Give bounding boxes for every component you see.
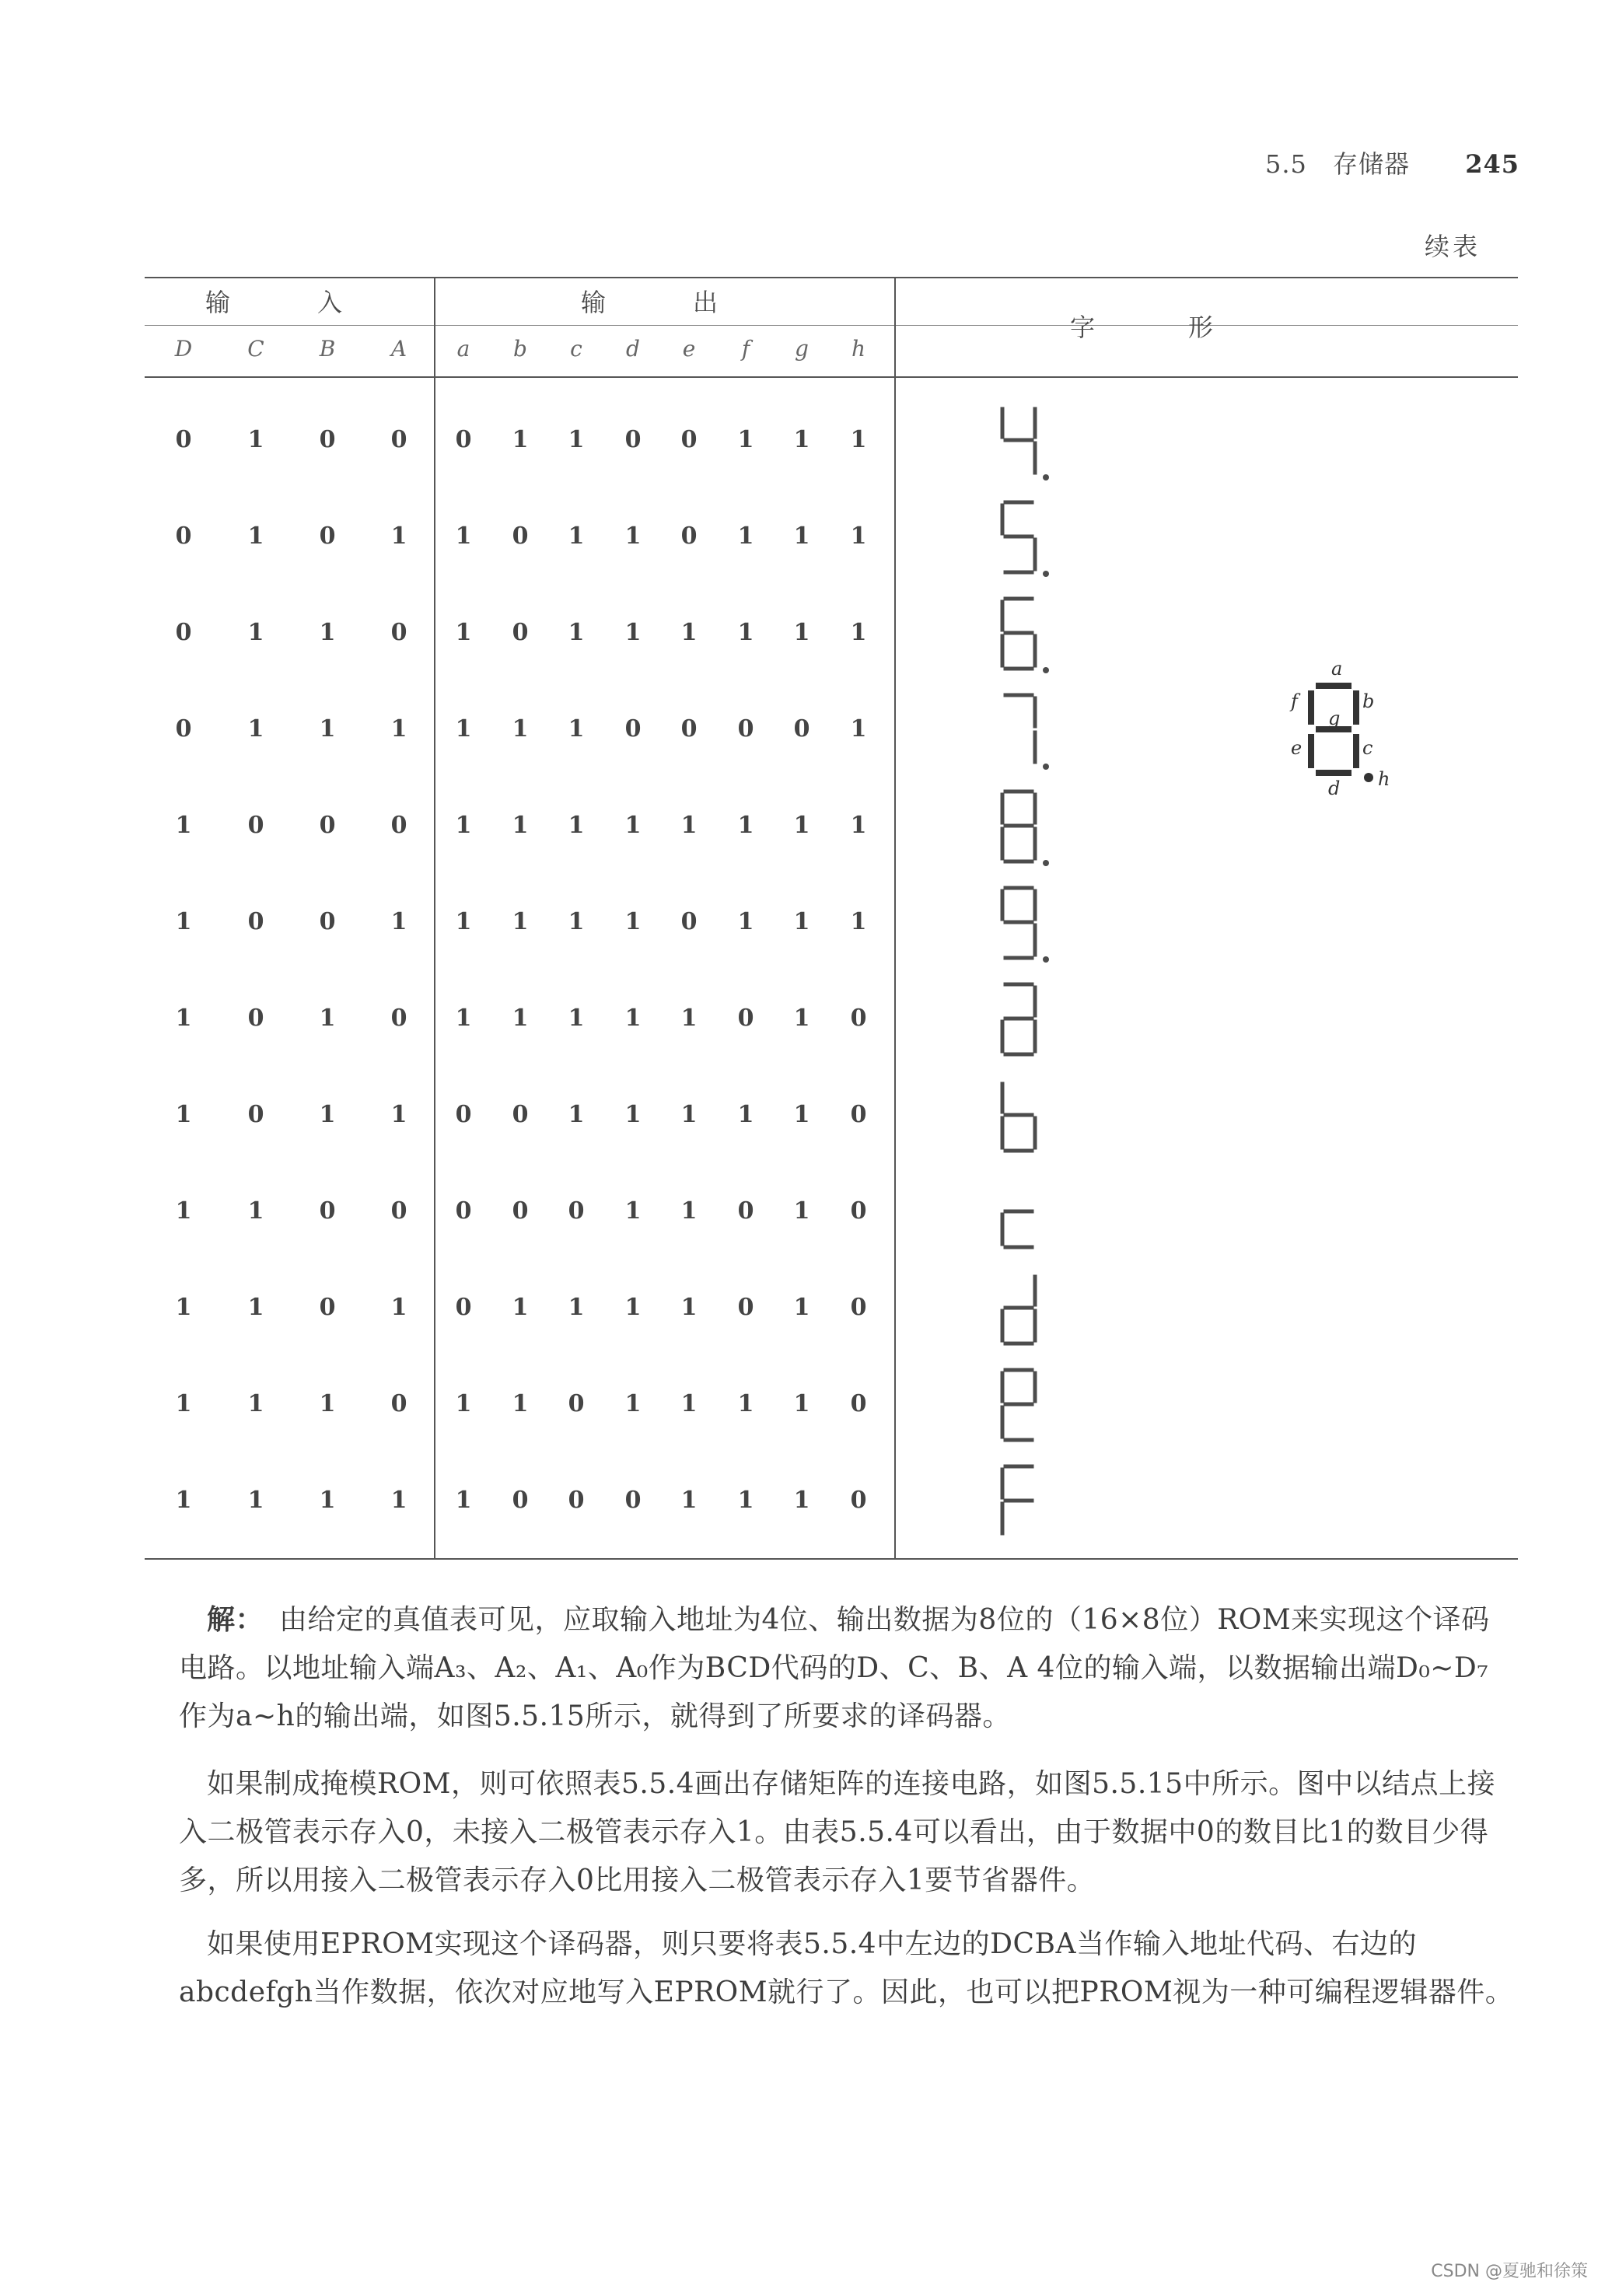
- input-group-header: 输 入: [205, 288, 373, 317]
- segment-h: [1043, 667, 1049, 673]
- cell-output-b: 0: [512, 619, 529, 646]
- cell-input-A: 1: [390, 1294, 407, 1321]
- cell-input-D: 1: [175, 812, 192, 839]
- table-row: [145, 1261, 1518, 1358]
- cell-input-B: 0: [319, 1294, 336, 1321]
- cell-input-B: 1: [319, 619, 336, 646]
- legend-label-b: b: [1362, 690, 1375, 712]
- cell-input-C: 1: [247, 522, 264, 550]
- page-header: [1265, 145, 1519, 180]
- cell-input-C: 1: [247, 619, 264, 646]
- table-row: [145, 393, 1518, 490]
- cell-input-C: 0: [247, 812, 264, 839]
- cell-input-B: 0: [319, 522, 336, 550]
- cell-output-b: 0: [512, 1197, 529, 1225]
- cell-input-B: 0: [319, 812, 336, 839]
- cell-output-h: 0: [850, 1005, 867, 1032]
- legend-label-e: e: [1291, 737, 1303, 759]
- cell-output-f: 0: [737, 1197, 754, 1225]
- cell-output-f: 1: [737, 1390, 754, 1417]
- cell-output-h: 1: [850, 715, 867, 743]
- cell-output-e: 1: [680, 1005, 698, 1032]
- cell-output-e: 1: [680, 812, 698, 839]
- cell-output-c: 0: [568, 1390, 585, 1417]
- cell-output-h: 0: [850, 1101, 867, 1128]
- legend-label-f: f: [1291, 690, 1298, 712]
- cell-input-B: 1: [319, 1487, 336, 1514]
- cell-output-c: 0: [568, 1487, 585, 1514]
- cell-output-f: 1: [737, 522, 754, 550]
- cell-output-a: 0: [455, 1294, 472, 1321]
- cell-output-e: 0: [680, 715, 698, 743]
- paragraph-eprom: 如果使用EPROM实现这个译码器，则只要将表5.5.4中左边的DCBA当作输入地址代码、右边的abcdefgh当作数据，依次对应地写入EPROM就行了。因此，也可以把PROM视为一种可编程逻辑器件。: [179, 1928, 1514, 2008]
- cell-input-D: 1: [175, 1101, 192, 1128]
- cell-output-a: 0: [455, 1101, 472, 1128]
- table-top-rule: [145, 277, 1518, 278]
- cell-output-h: 0: [850, 1294, 867, 1321]
- table-header-rule: [145, 376, 1518, 378]
- glyph-8-icon: [996, 787, 1058, 872]
- cell-output-h: 1: [850, 426, 867, 453]
- cell-output-g: 1: [793, 1005, 810, 1032]
- table-row: [145, 972, 1518, 1068]
- cell-output-g: 1: [793, 1294, 810, 1321]
- seven-segment-legend-icon: [1264, 658, 1420, 813]
- glyph-F-icon: [996, 1462, 1058, 1547]
- cell-output-b: 0: [512, 1101, 529, 1128]
- table-row: [145, 875, 1518, 972]
- cell-input-A: 0: [390, 426, 407, 453]
- cell-input-A: 1: [390, 715, 407, 743]
- cell-output-b: 1: [512, 812, 529, 839]
- cell-output-f: 0: [737, 715, 754, 743]
- cell-output-b: 1: [512, 715, 529, 743]
- cell-input-C: 1: [247, 1390, 264, 1417]
- solution-label: 解：: [207, 1603, 264, 1636]
- glyph-5-icon: [996, 498, 1058, 583]
- cell-output-a: 1: [455, 1487, 472, 1514]
- cell-output-c: 1: [568, 1294, 585, 1321]
- cell-input-D: 1: [175, 908, 192, 935]
- cell-output-d: 1: [624, 1390, 642, 1417]
- glyph-6-icon: [996, 594, 1058, 680]
- cell-output-f: 1: [737, 619, 754, 646]
- cell-input-C: 0: [247, 908, 264, 935]
- cell-output-e: 1: [680, 1390, 698, 1417]
- cell-input-B: 1: [319, 1101, 336, 1128]
- cell-input-C: 1: [247, 1197, 264, 1225]
- cell-output-g: 1: [793, 619, 810, 646]
- cell-output-h: 1: [850, 522, 867, 550]
- column-header-f: f: [741, 336, 750, 362]
- cell-output-h: 1: [850, 812, 867, 839]
- continued-label: 续表: [1424, 232, 1481, 261]
- cell-output-c: 1: [568, 522, 585, 550]
- cell-output-d: 1: [624, 619, 642, 646]
- cell-output-a: 1: [455, 619, 472, 646]
- cell-output-d: 0: [624, 426, 642, 453]
- cell-output-d: 1: [624, 1005, 642, 1032]
- cell-output-e: 1: [680, 1487, 698, 1514]
- cell-input-A: 1: [390, 522, 407, 550]
- cell-output-c: 0: [568, 1197, 585, 1225]
- cell-output-f: 1: [737, 426, 754, 453]
- cell-output-b: 1: [512, 908, 529, 935]
- column-header-b: b: [513, 336, 527, 362]
- cell-output-d: 1: [624, 522, 642, 550]
- cell-output-g: 1: [793, 1487, 810, 1514]
- column-header-c: c: [570, 336, 582, 362]
- section-number: 5.5: [1264, 149, 1307, 179]
- cell-output-g: 1: [793, 908, 810, 935]
- glyph-header: 字 形: [1070, 313, 1248, 342]
- cell-output-h: 0: [850, 1390, 867, 1417]
- cell-output-f: 1: [737, 908, 754, 935]
- cell-output-g: 1: [793, 1390, 810, 1417]
- watermark: CSDN @夏驰和徐策: [1431, 2262, 1588, 2281]
- cell-output-a: 0: [455, 1197, 472, 1225]
- cell-input-A: 0: [390, 812, 407, 839]
- cell-input-A: 1: [390, 1101, 407, 1128]
- cell-input-C: 0: [247, 1005, 264, 1032]
- cell-input-A: 0: [390, 1197, 407, 1225]
- cell-output-d: 1: [624, 908, 642, 935]
- cell-input-D: 1: [175, 1487, 192, 1514]
- cell-input-A: 0: [390, 1390, 407, 1417]
- cell-input-D: 0: [175, 619, 192, 646]
- cell-output-h: 0: [850, 1487, 867, 1514]
- column-header-d: d: [626, 336, 640, 362]
- cell-input-A: 0: [390, 1005, 407, 1032]
- cell-output-d: 1: [624, 1101, 642, 1128]
- cell-input-D: 0: [175, 426, 192, 453]
- cell-output-g: 1: [793, 812, 810, 839]
- cell-input-D: 1: [175, 1005, 192, 1032]
- cell-output-a: 1: [455, 908, 472, 935]
- segment-h: [1043, 860, 1049, 866]
- cell-input-A: 1: [390, 1487, 407, 1514]
- glyph-a-icon: [996, 980, 1058, 1065]
- cell-output-f: 0: [737, 1294, 754, 1321]
- cell-output-d: 0: [624, 1487, 642, 1514]
- cell-output-c: 1: [568, 715, 585, 743]
- cell-input-B: 1: [319, 1390, 336, 1417]
- cell-output-e: 0: [680, 908, 698, 935]
- column-header-e: e: [682, 336, 696, 362]
- page-number: 245: [1465, 149, 1519, 179]
- segment-h: [1043, 956, 1049, 963]
- table-row: [145, 1165, 1518, 1261]
- cell-output-c: 1: [568, 908, 585, 935]
- column-header-h: h: [851, 336, 866, 362]
- cell-input-D: 1: [175, 1390, 192, 1417]
- cell-output-b: 0: [512, 522, 529, 550]
- glyph-4-icon: [996, 401, 1058, 487]
- cell-input-B: 0: [319, 908, 336, 935]
- table-row: [145, 490, 1518, 586]
- cell-input-B: 1: [319, 715, 336, 743]
- cell-output-f: 1: [737, 1101, 754, 1128]
- cell-output-f: 1: [737, 812, 754, 839]
- cell-output-g: 1: [793, 1197, 810, 1225]
- column-header-C: C: [247, 336, 264, 362]
- cell-output-d: 1: [624, 1197, 642, 1225]
- cell-output-e: 1: [680, 619, 698, 646]
- cell-output-a: 1: [455, 715, 472, 743]
- cell-input-D: 0: [175, 522, 192, 550]
- cell-output-a: 1: [455, 1005, 472, 1032]
- segment-h: [1043, 474, 1049, 481]
- cell-output-g: 1: [793, 522, 810, 550]
- cell-output-g: 1: [793, 426, 810, 453]
- glyph-9-icon: [996, 883, 1058, 969]
- segment-h: [1043, 571, 1049, 577]
- legend-label-a: a: [1331, 658, 1343, 680]
- cell-input-C: 1: [247, 1487, 264, 1514]
- glyph-b-icon: [996, 1076, 1058, 1162]
- table-row: [145, 1068, 1518, 1165]
- glyph-d-icon: [996, 1269, 1058, 1354]
- cell-input-B: 1: [319, 1005, 336, 1032]
- glyph-7-icon: [996, 690, 1058, 776]
- column-header-B: B: [319, 336, 336, 362]
- cell-output-e: 1: [680, 1197, 698, 1225]
- glyph-c-icon: [996, 1172, 1058, 1258]
- cell-output-d: 1: [624, 812, 642, 839]
- table-row: [145, 1454, 1518, 1550]
- cell-output-b: 0: [512, 1487, 529, 1514]
- cell-output-h: 1: [850, 908, 867, 935]
- glyph-e-icon: [996, 1365, 1058, 1451]
- cell-output-f: 0: [737, 1005, 754, 1032]
- segment-h: [1043, 764, 1049, 770]
- cell-output-c: 1: [568, 812, 585, 839]
- cell-output-h: 1: [850, 619, 867, 646]
- cell-output-b: 1: [512, 426, 529, 453]
- cell-input-C: 1: [247, 715, 264, 743]
- cell-output-b: 1: [512, 1390, 529, 1417]
- cell-input-D: 0: [175, 715, 192, 743]
- cell-output-b: 1: [512, 1294, 529, 1321]
- legend-label-g: g: [1328, 708, 1341, 729]
- cell-output-c: 1: [568, 1005, 585, 1032]
- cell-output-f: 1: [737, 1487, 754, 1514]
- truth-table: [145, 277, 1518, 1560]
- cell-output-e: 0: [680, 426, 698, 453]
- cell-input-D: 1: [175, 1294, 192, 1321]
- paragraph-solution: [179, 1595, 1516, 1741]
- column-header-a: a: [456, 336, 470, 362]
- cell-output-g: 1: [793, 1101, 810, 1128]
- paragraph-mask-rom: 如果制成掩模ROM，则可依照表5.5.4画出存储矩阵的连接电路，如图5.5.15中所示。图中以结点上接入二极管表示存入0，未接入二极管表示存入1。由表5.5.4可以看出，由于数据中0的数目比1的数目少得多，所以用接入二极管表示存入0比用接入二极管表示存入1要节省器件。: [179, 1768, 1496, 1896]
- cell-output-a: 1: [455, 522, 472, 550]
- column-header-A: A: [390, 336, 407, 362]
- output-group-header: 输 出: [580, 288, 749, 317]
- legend-label-h: h: [1378, 768, 1390, 790]
- cell-input-A: 0: [390, 619, 407, 646]
- cell-output-a: 1: [455, 1390, 472, 1417]
- cell-output-e: 0: [680, 522, 698, 550]
- cell-output-h: 0: [850, 1197, 867, 1225]
- column-header-D: D: [174, 336, 193, 362]
- cell-output-d: 1: [624, 1294, 642, 1321]
- cell-output-e: 1: [680, 1294, 698, 1321]
- column-header-g: g: [795, 336, 809, 362]
- cell-output-b: 1: [512, 1005, 529, 1032]
- cell-input-C: 0: [247, 1101, 264, 1128]
- cell-input-D: 1: [175, 1197, 192, 1225]
- cell-input-C: 1: [247, 426, 264, 453]
- cell-output-a: 0: [455, 426, 472, 453]
- legend-label-c: c: [1362, 737, 1373, 759]
- legend-segment-h: [1364, 773, 1373, 782]
- cell-output-e: 1: [680, 1101, 698, 1128]
- table-row: [145, 1358, 1518, 1454]
- cell-output-d: 0: [624, 715, 642, 743]
- cell-input-C: 1: [247, 1294, 264, 1321]
- section-title: 存储器: [1333, 149, 1411, 179]
- table-bottom-rule: [145, 1558, 1518, 1560]
- paragraph-solution-text: 由给定的真值表可见，应取输入地址为4位、输出数据为8位的（16×8位）ROM来实现这个译码电路。以地址输入端A₃、A₂、A₁、A₀作为BCD代码的D、C、B、A 4位的输入端，以数据输出端D₀~D₇作为a~h的输出端，如图5.5.15所示，就得到了所要求的译码器。: [179, 1604, 1490, 1732]
- cell-output-c: 1: [568, 1101, 585, 1128]
- legend-label-d: d: [1328, 778, 1341, 799]
- cell-output-c: 1: [568, 426, 585, 453]
- cell-output-g: 0: [793, 715, 810, 743]
- cell-input-B: 0: [319, 426, 336, 453]
- cell-output-c: 1: [568, 619, 585, 646]
- cell-input-B: 0: [319, 1197, 336, 1225]
- cell-input-A: 1: [390, 908, 407, 935]
- cell-output-a: 1: [455, 812, 472, 839]
